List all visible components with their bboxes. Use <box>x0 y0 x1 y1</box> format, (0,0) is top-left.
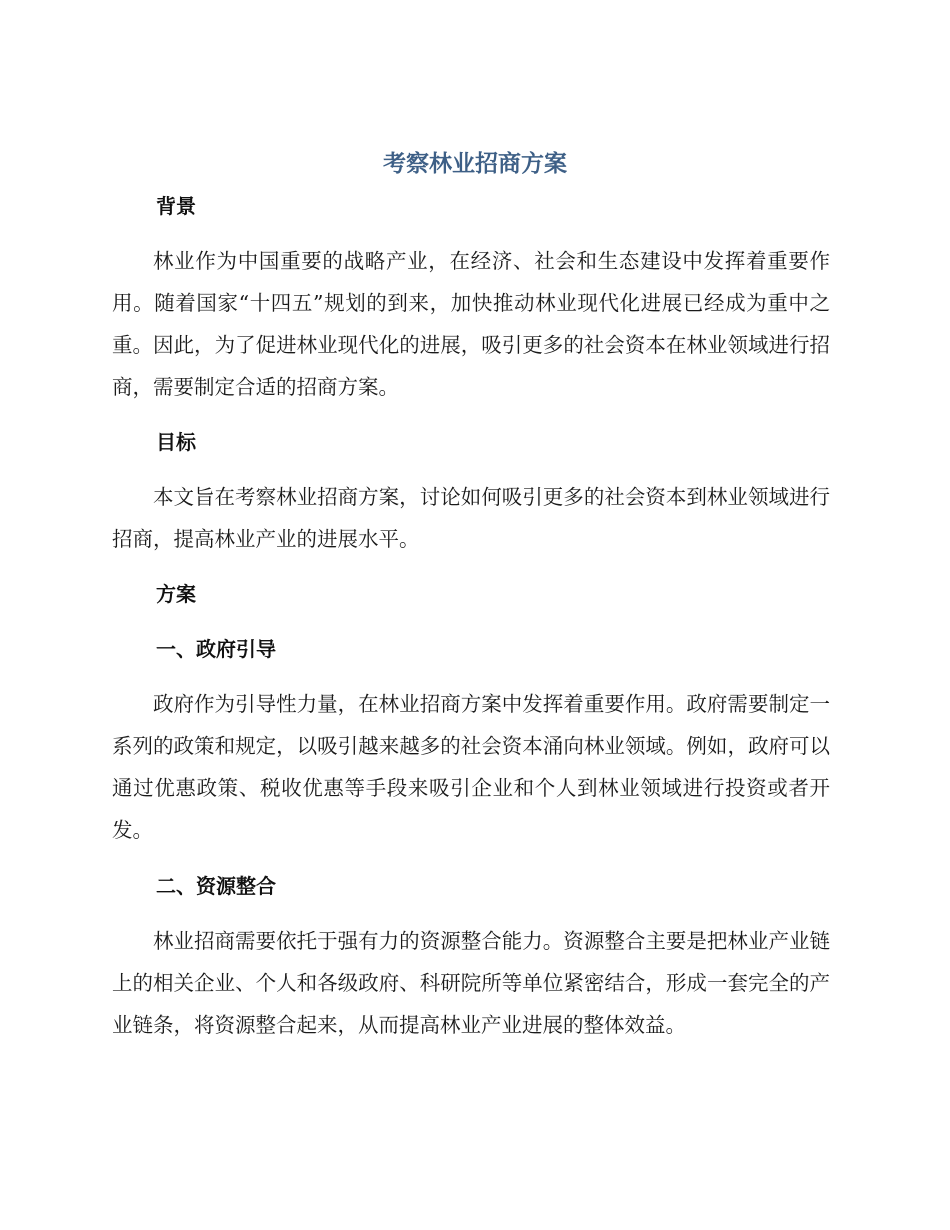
paragraph-goal: 本文旨在考察林业招商方案，讨论如何吸引更多的社会资本到林业领域进行招商，提高林业产业的进展水平。 <box>112 485 830 551</box>
paragraph-government: 政府作为引导性力量，在林业招商方案中发挥着重要作用。政府需要制定一系列的政策和规定，以吸引越来越多的社会资本涌向林业领域。例如，政府可以通过优惠政策、税收优惠等手段来吸引企业和个人到林业领域进行投资或者开发。 <box>112 692 830 842</box>
section-heading-resources: 二、资源整合 <box>156 874 276 898</box>
section-heading-goal: 目标 <box>156 430 196 454</box>
section-heading-background: 背景 <box>156 194 196 218</box>
paragraph-background: 林业作为中国重要的战略产业，在经济、社会和生态建设中发挥着重要作用。随着国家“十四五”规划的到来，加快推动林业现代化进展已经成为重中之重。因此，为了促进林业现代化的进展，吸引更多的社会资本在林业领域进行招商，需要制定合适的招商方案。 <box>112 249 830 399</box>
section-heading-government: 一、政府引导 <box>156 637 276 661</box>
section-heading-plan: 方案 <box>156 582 196 606</box>
paragraph-resources: 林业招商需要依托于强有力的资源整合能力。资源整合主要是把林业产业链上的相关企业、个人和各级政府、科研院所等单位紧密结合，形成一套完全的产业链条，将资源整合起来，从而提高林业产业进展的整体效益。 <box>112 929 830 1037</box>
document-title: 考察林业招商方案 <box>383 151 567 177</box>
